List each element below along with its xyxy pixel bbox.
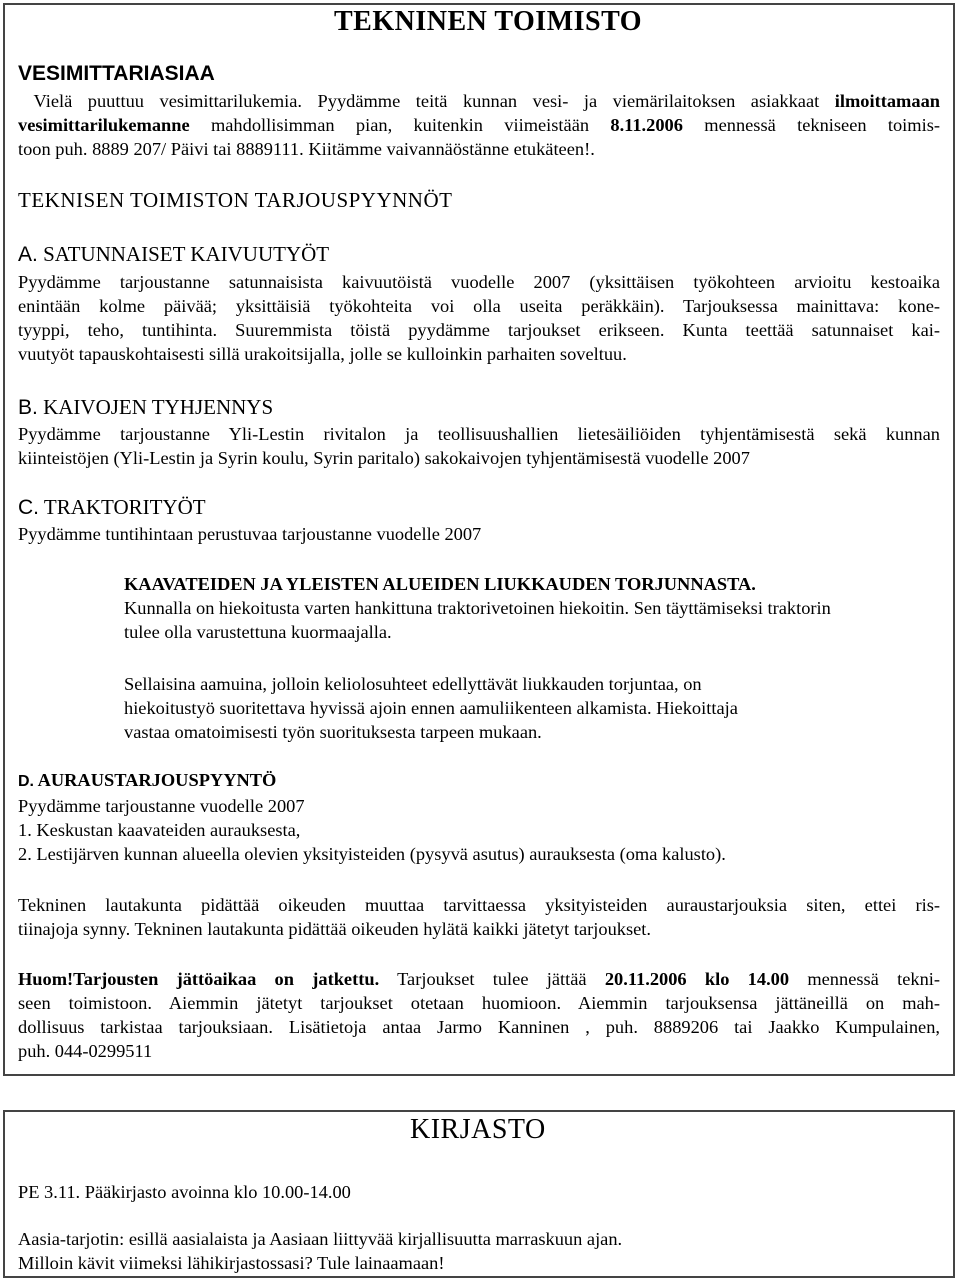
liukas-line: Kunnalla on hiekoitusta varten hankittuna traktorivetoinen hiekoitin. Sen täyttämiseksi traktorin bbox=[124, 598, 831, 618]
heading-b-kaivojen-tyhjennys bbox=[18, 395, 273, 420]
a-line: vuutyöt tapauskohtaisesti sillä urakoitsijalla, jolle se kulloinkin parhaiten soveltuu. bbox=[18, 344, 627, 364]
huom-line: dollisuus tarkistaa tarjouksiaan. Lisätietoja antaa Jarmo Kanninen , puh. 8889206 tai Jaakko Kumpulainen, bbox=[18, 1017, 940, 1037]
heading-text: KAIVOJEN TYHJENNYS bbox=[37, 395, 274, 419]
huom-bold: Huom!Tarjousten jättöaikaa on jatkettu. bbox=[18, 969, 380, 989]
a-line: Pyydämme tarjoustanne satunnaisista kaivuutöistä vuodelle 2007 (yksittäisen työkohteen arvioitu kestoaika bbox=[18, 272, 940, 292]
huom-deadline: 20.11.2006 klo 14.00 bbox=[604, 969, 790, 989]
a-line: tyyppi, teho, tuntihinta. Suuremmista töistä pyydämme tarjoukset erikseen. Kunta teettää satunnaiset kai- bbox=[18, 320, 940, 340]
liukas-line: Sellaisina aamuina, jolloin keliolosuhteet edellyttävät liukkauden torjuntaa, on bbox=[124, 674, 702, 694]
paragraph-b bbox=[18, 422, 940, 470]
heading-a-satunnaiset-kaivuutyot bbox=[18, 242, 329, 267]
heading-c-traktorityot bbox=[18, 495, 206, 520]
paragraph-lautakunta bbox=[18, 893, 940, 941]
d-line: Pyydämme tarjoustanne vuodelle 2007 bbox=[18, 796, 305, 816]
paragraph-liukkaus-1 bbox=[124, 596, 831, 644]
a-line: enintään kolme päivää; yksittäisiä työkohteita voi olla useita peräkkäin). Tarjouksessa mainittava: kone- bbox=[18, 296, 940, 316]
liukas-line: vastaa omatoimisesti työn suorituksesta tarpeen mukaan. bbox=[124, 722, 542, 742]
section-title-tekninen-toimisto: TEKNINEN TOIMISTO bbox=[334, 6, 643, 37]
heading-text: SATUNNAISET KAIVUUTYÖT bbox=[37, 242, 330, 266]
b-line: kiinteistöjen (Yli-Lestin ja Syrin koulu, Syrin paritalo) sakokaivojen tyhjentämisestä vuodelle 2007 bbox=[18, 448, 750, 468]
heading-letter: C. bbox=[18, 496, 39, 519]
d-line: 2. Lestijärven kunnan alueella olevien yksityisteiden (pysyvä asutus) aurauksesta (oma kalusto). bbox=[18, 844, 726, 864]
vesi-deadline: 8.11.2006 bbox=[610, 115, 683, 135]
heading-letter: A. bbox=[18, 243, 38, 266]
liukas-line: hiekoitustyö suoritettava hyvissä ajoin ennen aamuliikenteen alkamista. Hiekoittaja bbox=[124, 698, 738, 718]
vesi-bold: vesimittarilukemanne bbox=[18, 115, 190, 135]
huom-line: puh. 044-0299511 bbox=[18, 1041, 153, 1061]
d-line: 1. Keskustan kaavateiden aurauksesta, bbox=[18, 820, 301, 840]
paragraph-huom bbox=[18, 967, 940, 1063]
vesi-line-3: toon puh. 8889 207/ Päivi tai 8889111. Kiitämme vaivannäöstänne etukäteen!. bbox=[18, 139, 595, 159]
heading-text: AURAUSTARJOUSPYYNTÖ bbox=[34, 770, 277, 790]
heading-d-auraustarjouspyynto bbox=[18, 768, 276, 794]
heading-vesimittariasiaa: VESIMITTARIASIAA bbox=[18, 62, 215, 85]
paragraph-liukkaus-2 bbox=[124, 672, 738, 744]
vesi-text: Vielä puuttuu vesimittarilukemia. Pyydämme teitä kunnan vesi- ja viemärilaitoksen asiakkaat bbox=[33, 91, 835, 111]
b-line: Pyydämme tarjoustanne Yli-Lestin rivitalon ja teollisuushallien lietesäiliöiden tyhjentämisestä sekä kunnan bbox=[18, 424, 940, 444]
kirjasto-opening-hours: PE 3.11. Pääkirjasto avoinna klo 10.00-14.00 bbox=[18, 1182, 351, 1202]
paragraph-kirjasto bbox=[18, 1227, 622, 1275]
vesi-text: mahdollisimman pian, kuitenkin viimeistään bbox=[189, 115, 611, 135]
heading-letter: D. bbox=[18, 773, 34, 790]
huom-line-1 bbox=[18, 967, 940, 991]
heading-liukkauden-torjunta: KAAVATEIDEN JA YLEISTEN ALUEIDEN LIUKKAUDEN TORJUNNASTA. bbox=[124, 574, 756, 594]
paragraph-a bbox=[18, 270, 940, 366]
heading-letter: B. bbox=[18, 396, 38, 419]
paragraph-c: Pyydämme tuntihintaan perustuvaa tarjoustanne vuodelle 2007 bbox=[18, 524, 482, 544]
heading-tarjouspyynnot: TEKNISEN TOIMISTON TARJOUSPYYNNÖT bbox=[18, 188, 453, 212]
vesi-line-1 bbox=[18, 89, 940, 113]
vesi-text: mennessä tekniseen toimis- bbox=[682, 115, 940, 135]
paragraph-vesimittari bbox=[18, 89, 940, 161]
huom-line: seen toimistoon. Aiemmin jätetyt tarjoukset otetaan huomioon. Aiemmin tarjouksensa jättäneillä on mah- bbox=[18, 993, 940, 1013]
kirjasto-line: Aasia-tarjotin: esillä aasialaista ja Aasiaan liittyvää kirjallisuutta marraskuun ajan. bbox=[18, 1229, 623, 1249]
paragraph-d bbox=[18, 794, 726, 866]
vesi-line-2 bbox=[18, 113, 940, 137]
liukas-line: tulee olla varustettuna kuormaajalla. bbox=[124, 622, 392, 642]
huom-text: mennessä tekni- bbox=[789, 969, 941, 989]
vesi-bold: ilmoittamaan bbox=[834, 91, 940, 111]
huom-text: Tarjoukset tulee jättää bbox=[379, 969, 605, 989]
section-title-kirjasto: KIRJASTO bbox=[410, 1114, 546, 1145]
heading-text: TRAKTORITYÖT bbox=[39, 495, 206, 519]
lautakunta-line: tiinajoja synny. Tekninen lautakunta pidättää oikeuden hylätä kaikki jätetyt tarjoukset. bbox=[18, 919, 652, 939]
kirjasto-line: Milloin kävit viimeksi lähikirjastossasi? Tule lainaamaan! bbox=[18, 1253, 445, 1273]
lautakunta-line: Tekninen lautakunta pidättää oikeuden muuttaa tarvittaessa yksityisteiden auraustarjouksia siten, ettei ris- bbox=[18, 895, 940, 915]
